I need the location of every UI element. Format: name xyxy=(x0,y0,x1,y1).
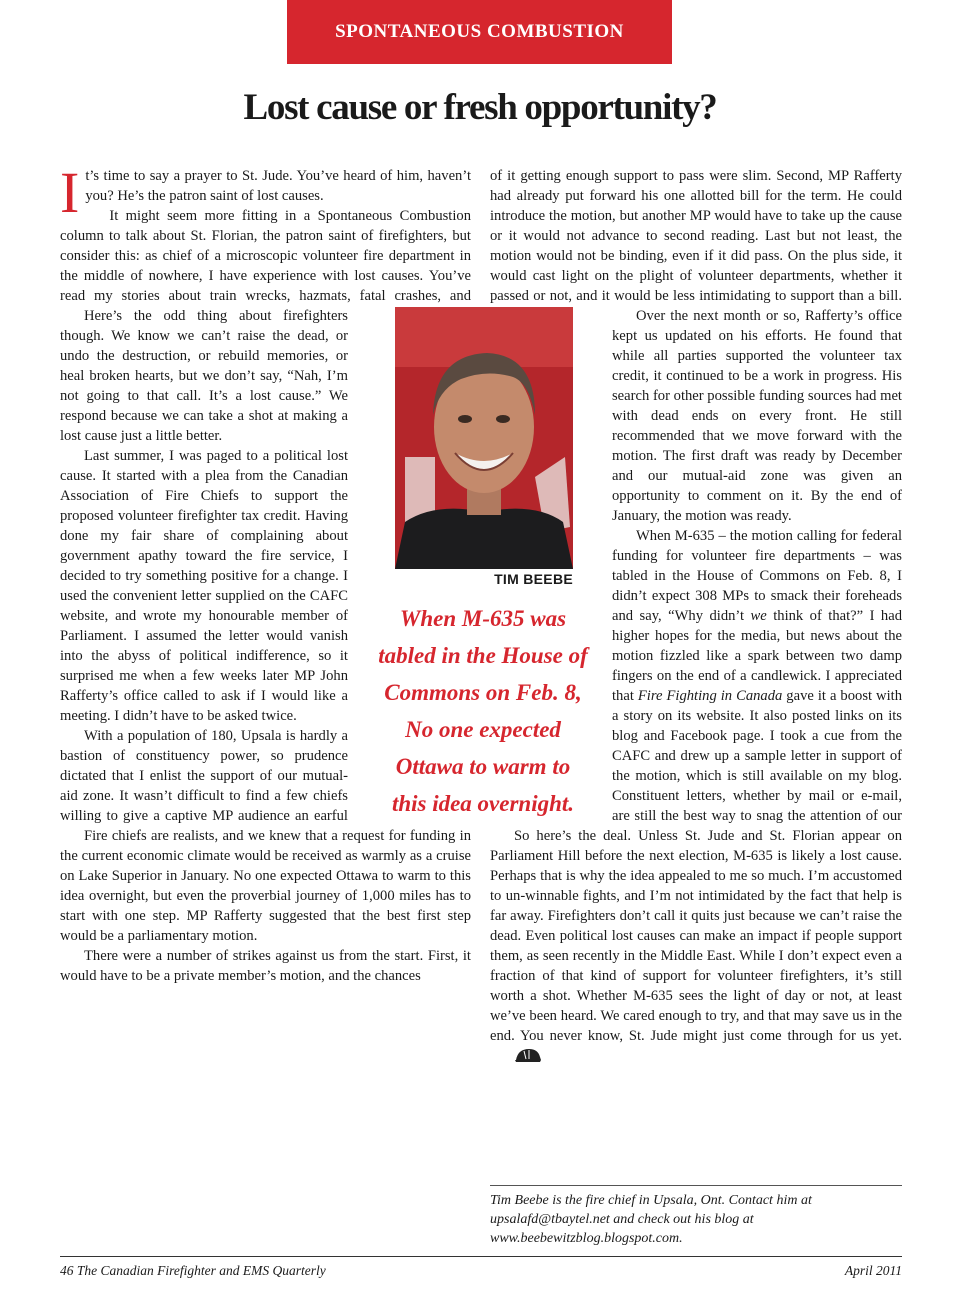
article-column-right-narrow xyxy=(612,306,902,826)
fire-helmet-icon xyxy=(490,1047,542,1069)
paragraph: Over the next month or so, Rafferty’s office kept us updated on his efforts. He found that while all parties supported the volunteer tax credit, it continued to be a work in progress. His search for other possible funding sources had met with dead ends on every front. He still recommended that we move forward with the motion. The first draft was ready by December and our mutual-aid zone was given an opportunity to comment on it. By the end of January, the motion was ready. xyxy=(612,308,902,524)
paragraph: Last summer, I was paged to a political lost cause. It started with a plea from the Canadian Association of Fire Chiefs to support the proposed volunteer firefighter tax credit. Having done my fair share of complaining about government apathy toward the fire service, I decided to try something positive for a change. I used the convenient letter supplied on the CAFC website, and wrote my honourable member of Parliament. I assumed the letter would vanish into the abyss of political indifference, so it surprised me when a few weeks later MP John Rafferty’s office called to ask if I would like a meeting. I didn’t have to be asked twice. xyxy=(60,448,348,724)
footer-divider xyxy=(60,1256,902,1257)
paragraph: There were a number of strikes against us from the start. First, it would have to be a private member’s motion, and the chances xyxy=(60,948,471,984)
article-column-left-bottom xyxy=(60,826,471,1250)
article-column-right-bottom xyxy=(490,826,902,1176)
page-folio: 46 The Canadian Firefighter and EMS Quarterly xyxy=(60,1263,326,1278)
paragraph: Fire chiefs are realists, and we knew that a request for funding in the current economic climate would be received as warmly as a cruise on Lake Superior in January. No one expected Ottawa to warm to this idea overnight, but even the proverbial journey of 1,000 miles has to start with one step. MP Rafferty suggested that the best first step would be a parliamentary motion. xyxy=(60,828,471,944)
pull-quote: When M-635 was tabled in the House of Commons on Feb. 8, No one expected Ottawa to warm to this idea overnight. xyxy=(378,606,588,816)
author-photo xyxy=(395,307,573,569)
drop-cap: I xyxy=(60,166,80,225)
paragraph: When M-635 – the motion calling for federal funding for volunteer fire departments – was tabled in the House of Commons on Feb. 8, I didn’t expect 308 MPs to smack their foreheads and say, “Why didn’t we think of that?” I had higher hopes for the media, but news about the motion fizzled like a spark between two damp fingers on the end of a candlewick. I appreciated that Fire Fighting in Canada gave it a boost with a story on its website. It also posted links on its blog and Facebook page. I took a cue from the CAFC and drew up a sample letter in support of the motion, which is still available on my blog. Constituent letters, whether by mail or e-mail, are still the best way to snag the attention of our xyxy=(612,528,902,824)
article-column-left-narrow: Here’s the odd thing about firefighters though. We know we can’t raise the dead, or undo the destruction, or rebuild memories, or heal broken hearts, but we don’t say, “Nah, I’m not going to that call. It’s a lost cause.” We respond because we can take a shot at making a lost cause just a little better. Last summer, I was paged to a political lost cause. It started with a plea from the Canadian Association of Fire Chiefs to support the proposed volunteer firefighter tax credit. Having done my fair share of complaining about government apathy toward the fire service, I decided to try something positive for a change. I used the convenient letter supplied on the CAFC website, and wrote my honourable member of Parliament. I assumed the letter would vanish into the abyss of political indifference, so it surprised me when a few weeks later MP John Rafferty’s office called to ask if I would like a meeting. I didn’t have to be asked twice. With a population of 180, Upsala is hardly a bastion of constituency power, so prudence dictated that I enlist the support of our mutual-aid zone. It wasn’t difficult to find a few chiefs willing to give a captive MP audience an earful xyxy=(60,308,348,824)
paragraph: Here’s the odd thing about firefighters though. We know we can’t raise the dead, or undo the destruction, or rebuild memories, or heal broken hearts, but we don’t say, “Nah, I’m not going to that call. It’s a lost cause.” We respond because we can take a shot at making a lost cause just a little better. xyxy=(60,308,348,444)
paragraph: t’s time to say a prayer to St. Jude. You’ve heard of him, haven’t you? He’s the patron saint of lost causes. xyxy=(85,168,471,204)
portrait-illustration xyxy=(395,307,573,569)
photo-caption: TIM BEEBE xyxy=(494,571,573,587)
author-bio: Tim Beebe is the fire chief in Upsala, Ont. Contact him at upsalafd@tbaytel.net and check out his blog at www.beebewitzblog.blogspot.com. xyxy=(490,1193,812,1246)
article-title: Lost cause or fresh opportunity? xyxy=(243,87,717,128)
article-column-right-top xyxy=(490,166,902,306)
paragraph: It might seem more fitting in a Spontaneous Combustion column to talk about St. Florian, the patron saint of firefighters, but consider this: as chief of a microscopic volunteer fire department in the middle of nowhere, I have experience with lost causes. You’ve read my stories about train wrecks, hazmats, fatal crashes, and xyxy=(60,208,471,304)
section-label: SPONTANEOUS COMBUSTION xyxy=(335,21,624,42)
section-banner xyxy=(287,0,672,64)
article-column-left xyxy=(60,166,471,308)
issue-date: April 2011 xyxy=(844,1263,902,1278)
paragraph: So here’s the deal. Unless St. Jude and St. Florian appear on Parliament Hill before the next election, M-635 is likely a lost cause. Perhaps that is why the idea appealed to me so much. I’m accustomed to un-winnable fights, and I’m not intimidated by the fact that help is far away. Firefighters don’t call it quits just because we can’t raise the dead. Even political lost causes can make an impact if people support them, as seen recently in the Middle East. While I don’t expect even a fraction of that kind of support for volunteer firefighters, it’s still worth a shot. Whether M-635 sees the light of day or not, at least we’ve been heard. We cared enough to try, and that may save us in the end. You never know, St. Jude might just come through for us yet. xyxy=(490,826,902,1069)
paragraph: of it getting enough support to pass were slim. Second, MP Rafferty had already put forward his one allotted bill for the term. He could introduce the motion, but another MP would have to take up the cause or it would not advance to second reading. Last but not least, the motion would not be binding, even if it did pass. On the plus side, it would cast light on the plight of volunteer departments, whether it passed or not, and it would be less intimidating to support than a bill. xyxy=(490,168,902,304)
bio-divider xyxy=(490,1185,902,1186)
